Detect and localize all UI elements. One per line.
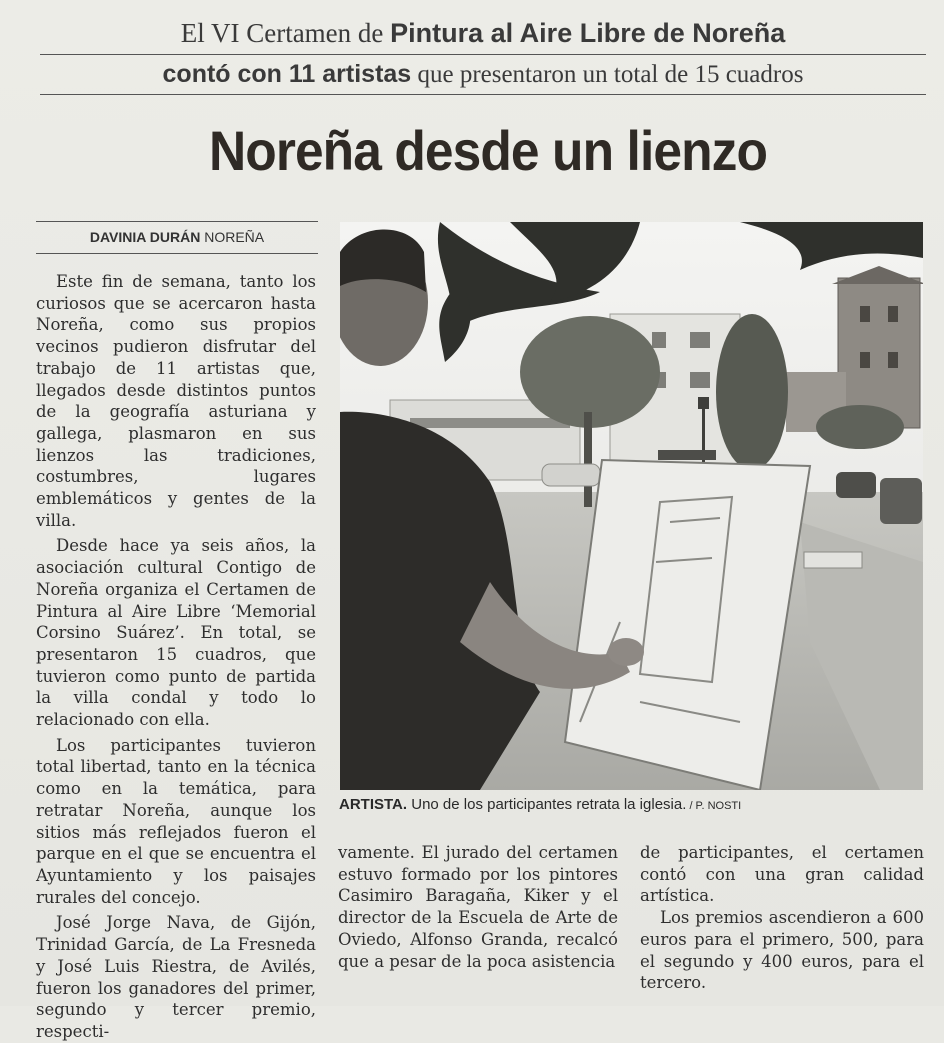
kicker-line-2-bold: contó con 11 artistas (162, 60, 412, 88)
byline-author: DAVINIA DURÁN (89, 229, 201, 245)
article-paragraph: de participantes, el certamen contó con una gran calidad artística. (640, 843, 924, 906)
byline-rule-top (36, 221, 318, 222)
caption-text: Uno de los participantes retrata la iglesia. (407, 796, 687, 813)
painter-at-easel-photo (340, 222, 923, 790)
headline: Noreña desde un lienzo (208, 119, 768, 182)
byline (36, 229, 318, 245)
photo-caption (339, 796, 925, 813)
article-column-2 (338, 842, 618, 972)
byline-place: NOREÑA (204, 229, 265, 245)
caption-lead: ARTISTA. (339, 796, 408, 813)
kicker-line-2 (40, 60, 926, 89)
kicker-line-1-plain: El VI Certamen de (180, 18, 391, 48)
article-paragraph: Los premios ascendieron a 600 euros para el primero, 500, para el segundo y 400 euros, para el tercero. (640, 908, 924, 993)
article-column-3 (640, 842, 924, 994)
kicker-line-2-plain: que presentaron un total de 15 cuadros (411, 61, 804, 88)
caption-credit: / P. NOSTI (686, 800, 742, 812)
kicker-divider-1 (40, 54, 926, 55)
article-paragraph: Desde hace ya seis años, la asociación cultural Contigo de Noreña organiza el Certamen de Pintura al Aire Libre ‘Memorial Corsino Suárez’. En total, se presentaron 15 cuadros, que tuvieron como punto de partida la villa condal y todo lo relacionado con ella. (36, 536, 316, 730)
article-paragraph: vamente. El jurado del certamen estuvo formado por los pintores Casimiro Baragaña, Kiker y el director de la Escuela de Arte de Oviedo, Alfonso Granda, recalcó que a pesar de la poca asistencia (338, 843, 618, 971)
kicker-line-1-bold: Pintura al Aire Libre de Noreña (390, 18, 786, 48)
article-column-1 (36, 271, 316, 1043)
kicker-line-1 (40, 18, 926, 49)
article-paragraph: José Jorge Nava, de Gijón, Trinidad García, de La Fresneda y José Luis Riestra, de Avilés, fueron los ganadores del primer, segundo y tercer premio, respecti- (36, 913, 316, 1041)
article-paragraph: Este fin de semana, tanto los curiosos que se acercaron hasta Noreña, como sus propios vecinos pudieron disfrutar del trabajo de 11 artistas que, llegados desde distintos puntos de la geografía asturiana y gallega, plasmaron en sus lienzos las tradiciones, costumbres, lugares emblemáticos y gentes de la villa. (36, 272, 316, 530)
byline-rule-bottom (36, 253, 318, 254)
news-photo (340, 222, 923, 790)
kicker-divider-2 (40, 94, 926, 95)
article-paragraph: Los participantes tuvieron total libertad, tanto en la técnica como en la temática, para retratar Noreña, aunque los sitios más reflejados fueron el parque en el que se encuentra el Ayuntamiento y los paisajes rurales del concejo. (36, 735, 316, 907)
